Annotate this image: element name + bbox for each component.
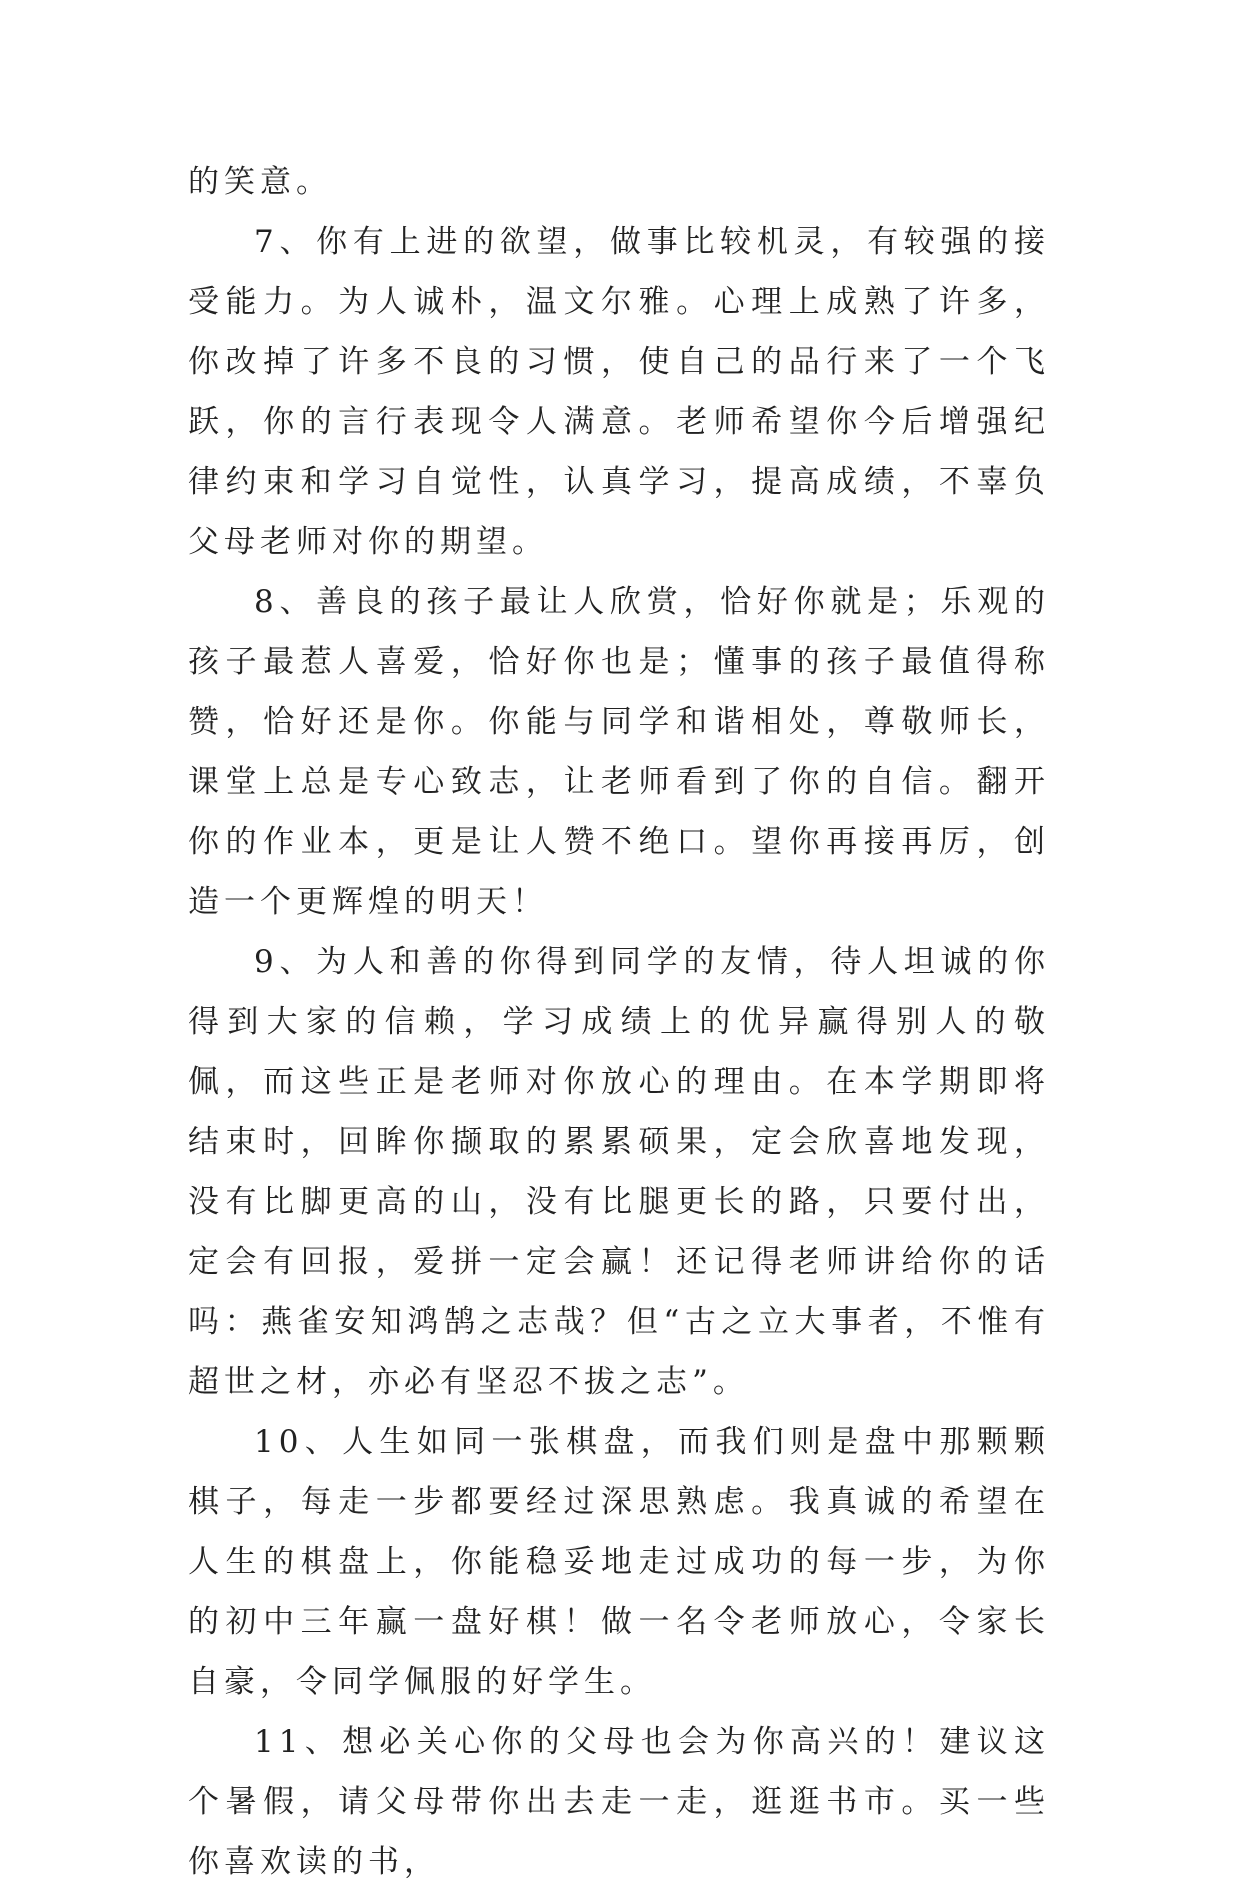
paragraph-comment-10: 10、人生如同一张棋盘，而我们则是盘中那颗颗棋子，每走一步都要经过深思熟虑。我真诚的希望在人生的棋盘上，你能稳妥地走过成功的每一步，为你的初中三年赢一盘好棋！做一名令老师放心，令家长自豪，令同学佩服的好学生。 (188, 1424, 1050, 1700)
paragraph-comment-7: 7、你有上进的欲望，做事比较机灵，有较强的接受能力。为人诚朴，温文尔雅。心理上成熟了许多，你改掉了许多不良的习惯，使自己的品行来了一个飞跃，你的言行表现令人满意。老师希望你今后增强纪律约束和学习自觉性，认真学习，提高成绩，不辜负父母老师对你的期望。 (188, 224, 1050, 560)
paragraph-continuation: 的笑意。 (188, 164, 332, 200)
paragraph-comment-8: 8、善良的孩子最让人欣赏，恰好你就是；乐观的孩子最惹人喜爱，恰好你也是；懂事的孩子最值得称赞，恰好还是你。你能与同学和谐相处，尊敬师长，课堂上总是专心致志，让老师看到了你的自信。翻开你的作业本，更是让人赞不绝口。望你再接再厉，创造一个更辉煌的明天！ (188, 584, 1050, 920)
document-body (188, 152, 1050, 1892)
paragraph-comment-9: 9、为人和善的你得到同学的友情，待人坦诚的你得到大家的信赖，学习成绩上的优异赢得别人的敬佩，而这些正是老师对你放心的理由。在本学期即将结束时，回眸你撷取的累累硕果，定会欣喜地发现，没有比脚更高的山，没有比腿更长的路，只要付出，定会有回报，爱拼一定会赢！还记得老师讲给你的话吗：燕雀安知鸿鹄之志哉？但“古之立大事者，不惟有超世之材，亦必有坚忍不拔之志”。 (188, 944, 1050, 1400)
paragraph-comment-11: 11、想必关心你的父母也会为你高兴的！建议这个暑假，请父母带你出去走一走，逛逛书市。买一些你喜欢读的书， (188, 1724, 1050, 1880)
